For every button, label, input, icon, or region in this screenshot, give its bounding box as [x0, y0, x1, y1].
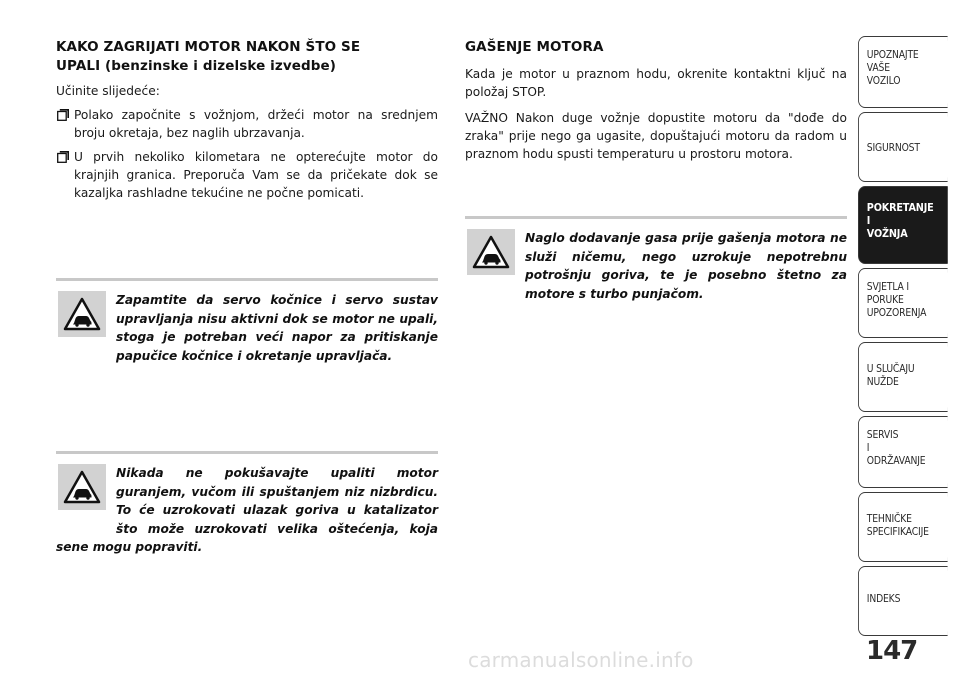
warning-throttle-body: Naglo dodavanje gasa prije gašenja motora ne služi ničemu, nego uzrokuje nepotrebnu potrošnju goriva, te je posebno štetno za motore s turbo punjačom. [525, 231, 847, 301]
tab-label: INDEKS [866, 593, 901, 605]
warning-push-start-body: Nikada ne pokušavajte upaliti motor guranjem, vučom ili spuštanjem niz nizbrdicu. To će uzrokovati ulazak goriva u katalizator što može uzrokovati velika oštećenja, koja sene mogu popraviti. [56, 466, 438, 554]
tab-svjetla[interactable] [858, 268, 948, 338]
warning-throttle [465, 216, 847, 303]
warning-servo-body: Zapamtite da servo kočnice i servo sustav upravljanja nisu aktivni dok se motor ne upali, stoga je potreban veći napor za pritiskanje papučice kočnice i okretanje upravljača. [116, 293, 438, 363]
checkbox-bullet-icon [57, 151, 69, 163]
warning-push-start-text [56, 464, 438, 557]
car-warning-icon [58, 464, 106, 510]
tab-upoznajte[interactable] [858, 36, 948, 108]
tab-label: I [866, 214, 871, 227]
bullet-text: U prvih nekoliko kilometara ne opterećujte motor do krajnjih granica. Preporuča Vam se da pričekate dok se kazaljka rashladne tekućine ne počne pomicati. [74, 150, 438, 200]
tab-label: SIGURNOST [866, 142, 920, 154]
tab-label: SPECIFIKACIJE [866, 526, 929, 538]
tab-label: UPOZNAJTE [866, 49, 919, 61]
shutdown-para2: VAŽNO Nakon duge vožnje dopustite motoru da "dođe do zraka" prije nego ga ugasite, dopuštajući motoru da radom u praznom hodu spusti temperaturu u prostoru motora. [465, 111, 847, 161]
warning-rule [56, 451, 438, 454]
right-column [465, 38, 847, 163]
shutdown-para1: Kada je motor u praznom hodu, okrenite kontaktni ključ na položaj STOP. [465, 67, 847, 99]
warm-up-heading [56, 38, 438, 76]
watermark-text: carmanualsonline.info [468, 648, 694, 672]
shutdown-heading: GAŠENJE MOTORA [465, 39, 604, 55]
tab-pokretanje[interactable] [858, 186, 948, 264]
tab-label: SVJETLA I [866, 281, 909, 293]
warning-throttle-text [465, 229, 847, 303]
tab-label: POKRETANJE [866, 201, 934, 214]
car-warning-icon [58, 291, 106, 337]
tab-label: ODRŽAVANJE [866, 455, 926, 467]
tab-sigurnost[interactable] [858, 112, 948, 182]
bullet-text: Polako započnite s vožnjom, držeći motor na srednjem broju okretaja, bez naglih ubrzavanja. [74, 108, 438, 140]
tab-label: I [866, 442, 870, 454]
warm-up-heading-line2: UPALI (benzinske i dizelske izvedbe) [56, 58, 337, 74]
tab-u-slucaju[interactable] [858, 342, 948, 412]
bullet-item [56, 106, 438, 142]
tab-label: VAŠE [866, 62, 890, 74]
tab-label: TEHNIČKE [866, 513, 912, 525]
chapter-sidebar [858, 36, 960, 636]
tab-label: U SLUČAJU [866, 363, 915, 375]
tab-servis[interactable] [858, 416, 948, 488]
tab-label: UPOZORENJA [866, 307, 927, 319]
page-number: 147 [866, 636, 918, 666]
warm-up-heading-line1: KAKO ZAGRIJATI MOTOR NAKON ŠTO SE [56, 39, 361, 55]
tab-label: VOZILO [866, 75, 901, 87]
tab-label: PORUKE [866, 294, 904, 306]
bullet-item [56, 148, 438, 202]
warning-rule [56, 278, 438, 281]
tab-label: SERVIS [866, 429, 899, 441]
warm-up-intro: Učinite slijedeće: [56, 84, 160, 98]
tab-label: VOŽNJA [866, 227, 908, 240]
tab-label: NUŽDE [866, 376, 899, 388]
warning-servo-text [56, 291, 438, 365]
tab-tehnicke[interactable] [858, 492, 948, 562]
checkbox-bullet-icon [57, 109, 69, 121]
warning-servo [56, 278, 438, 365]
warning-push-start [56, 451, 438, 557]
warning-rule [465, 216, 847, 219]
left-column [56, 38, 438, 202]
tab-indeks[interactable] [858, 566, 948, 636]
car-warning-icon [467, 229, 515, 275]
